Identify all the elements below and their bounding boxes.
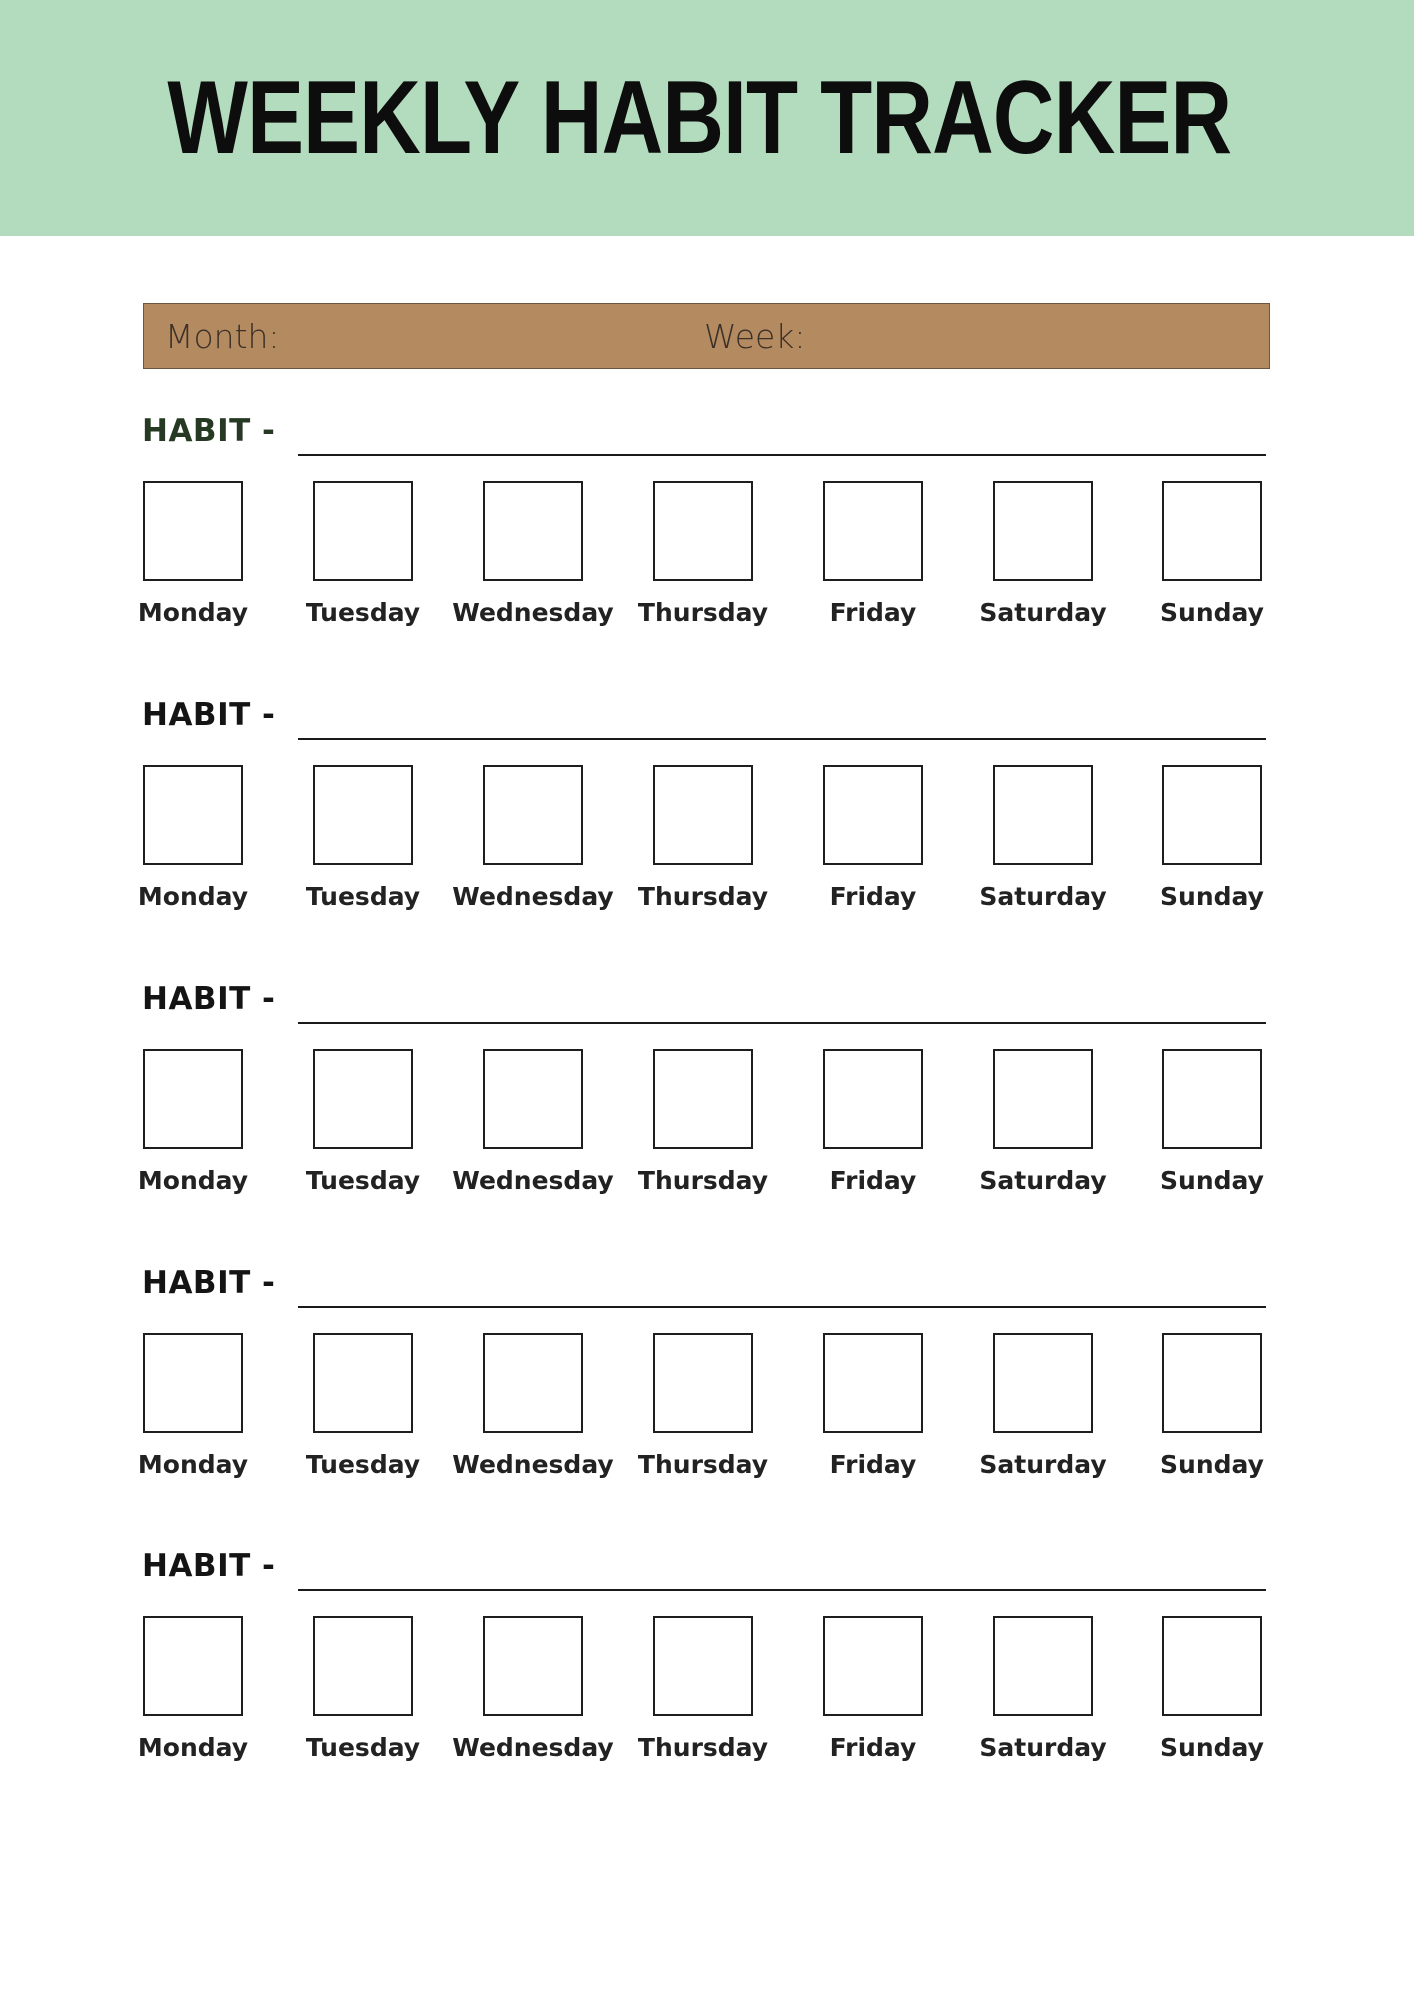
day-checkbox-tuesday[interactable] bbox=[313, 1049, 413, 1149]
day-label-tuesday: Tuesday bbox=[305, 598, 421, 627]
day-label-sunday: Sunday bbox=[1160, 1166, 1264, 1195]
month-week-bar[interactable] bbox=[143, 303, 1270, 369]
day-checkbox-wednesday[interactable] bbox=[483, 1333, 583, 1433]
week-label: Week: bbox=[704, 317, 806, 356]
habit-name-line[interactable] bbox=[298, 454, 1266, 456]
day-checkbox-thursday[interactable] bbox=[653, 1049, 753, 1149]
day-label-sunday: Sunday bbox=[1160, 598, 1264, 627]
day-label-sunday: Sunday bbox=[1160, 1450, 1264, 1479]
habit-name-line[interactable] bbox=[298, 1022, 1266, 1024]
header-band bbox=[0, 0, 1414, 236]
habit-section bbox=[0, 979, 1414, 1239]
day-checkbox-monday[interactable] bbox=[143, 481, 243, 581]
habit-section bbox=[0, 1546, 1414, 1806]
day-checkbox-saturday[interactable] bbox=[993, 1049, 1093, 1149]
habit-label: HABIT - bbox=[142, 981, 276, 1017]
day-label-thursday: Thursday bbox=[637, 1166, 769, 1195]
day-checkbox-wednesday[interactable] bbox=[483, 1616, 583, 1716]
day-checkbox-saturday[interactable] bbox=[993, 1616, 1093, 1716]
day-label-monday: Monday bbox=[137, 882, 249, 911]
day-label-thursday: Thursday bbox=[637, 1450, 769, 1479]
habit-section bbox=[0, 411, 1414, 671]
habit-name-line[interactable] bbox=[298, 1306, 1266, 1308]
day-checkbox-tuesday[interactable] bbox=[313, 765, 413, 865]
day-checkbox-wednesday[interactable] bbox=[483, 481, 583, 581]
day-label-wednesday: Wednesday bbox=[452, 1450, 614, 1479]
day-checkbox-sunday[interactable] bbox=[1162, 481, 1262, 581]
day-label-tuesday: Tuesday bbox=[305, 1450, 421, 1479]
day-checkbox-wednesday[interactable] bbox=[483, 1049, 583, 1149]
day-label-thursday: Thursday bbox=[637, 1733, 769, 1762]
day-checkbox-friday[interactable] bbox=[823, 481, 923, 581]
day-checkbox-tuesday[interactable] bbox=[313, 481, 413, 581]
day-checkbox-friday[interactable] bbox=[823, 765, 923, 865]
day-label-monday: Monday bbox=[137, 1733, 249, 1762]
day-checkbox-tuesday[interactable] bbox=[313, 1616, 413, 1716]
habit-label: HABIT - bbox=[142, 697, 276, 733]
day-checkbox-friday[interactable] bbox=[823, 1333, 923, 1433]
habit-section bbox=[0, 1263, 1414, 1523]
day-label-saturday: Saturday bbox=[979, 882, 1107, 911]
habit-name-line[interactable] bbox=[298, 738, 1266, 740]
day-label-saturday: Saturday bbox=[979, 1733, 1107, 1762]
day-label-friday: Friday bbox=[829, 598, 917, 627]
day-checkbox-wednesday[interactable] bbox=[483, 765, 583, 865]
day-label-tuesday: Tuesday bbox=[305, 882, 421, 911]
day-label-tuesday: Tuesday bbox=[305, 1733, 421, 1762]
day-label-thursday: Thursday bbox=[637, 598, 769, 627]
day-checkbox-monday[interactable] bbox=[143, 1333, 243, 1433]
day-checkbox-monday[interactable] bbox=[143, 1616, 243, 1716]
habit-section bbox=[0, 695, 1414, 955]
day-checkbox-tuesday[interactable] bbox=[313, 1333, 413, 1433]
habit-label: HABIT - bbox=[142, 413, 276, 449]
day-label-friday: Friday bbox=[829, 882, 917, 911]
month-label: Month: bbox=[165, 317, 280, 356]
day-label-thursday: Thursday bbox=[637, 882, 769, 911]
day-checkbox-thursday[interactable] bbox=[653, 1333, 753, 1433]
day-label-monday: Monday bbox=[137, 598, 249, 627]
day-label-wednesday: Wednesday bbox=[452, 598, 614, 627]
habit-label: HABIT - bbox=[142, 1265, 276, 1301]
day-label-friday: Friday bbox=[829, 1166, 917, 1195]
day-checkbox-sunday[interactable] bbox=[1162, 765, 1262, 865]
day-checkbox-sunday[interactable] bbox=[1162, 1333, 1262, 1433]
day-label-saturday: Saturday bbox=[979, 1450, 1107, 1479]
day-checkbox-thursday[interactable] bbox=[653, 1616, 753, 1716]
day-checkbox-sunday[interactable] bbox=[1162, 1049, 1262, 1149]
day-label-friday: Friday bbox=[829, 1733, 917, 1762]
day-checkbox-thursday[interactable] bbox=[653, 765, 753, 865]
page-title: WEEKLY HABIT TRACKER bbox=[167, 60, 1232, 176]
day-label-sunday: Sunday bbox=[1160, 1733, 1264, 1762]
habit-label: HABIT - bbox=[142, 1548, 276, 1584]
day-label-tuesday: Tuesday bbox=[305, 1166, 421, 1195]
day-checkbox-saturday[interactable] bbox=[993, 1333, 1093, 1433]
day-checkbox-monday[interactable] bbox=[143, 1049, 243, 1149]
day-checkbox-thursday[interactable] bbox=[653, 481, 753, 581]
day-checkbox-sunday[interactable] bbox=[1162, 1616, 1262, 1716]
day-label-friday: Friday bbox=[829, 1450, 917, 1479]
day-checkbox-saturday[interactable] bbox=[993, 765, 1093, 865]
day-checkbox-saturday[interactable] bbox=[993, 481, 1093, 581]
day-checkbox-friday[interactable] bbox=[823, 1049, 923, 1149]
day-checkbox-monday[interactable] bbox=[143, 765, 243, 865]
day-label-wednesday: Wednesday bbox=[452, 1166, 614, 1195]
day-label-sunday: Sunday bbox=[1160, 882, 1264, 911]
day-label-monday: Monday bbox=[137, 1166, 249, 1195]
day-label-wednesday: Wednesday bbox=[452, 882, 614, 911]
day-label-wednesday: Wednesday bbox=[452, 1733, 614, 1762]
habit-name-line[interactable] bbox=[298, 1589, 1266, 1591]
day-label-saturday: Saturday bbox=[979, 598, 1107, 627]
day-label-monday: Monday bbox=[137, 1450, 249, 1479]
day-checkbox-friday[interactable] bbox=[823, 1616, 923, 1716]
day-label-saturday: Saturday bbox=[979, 1166, 1107, 1195]
